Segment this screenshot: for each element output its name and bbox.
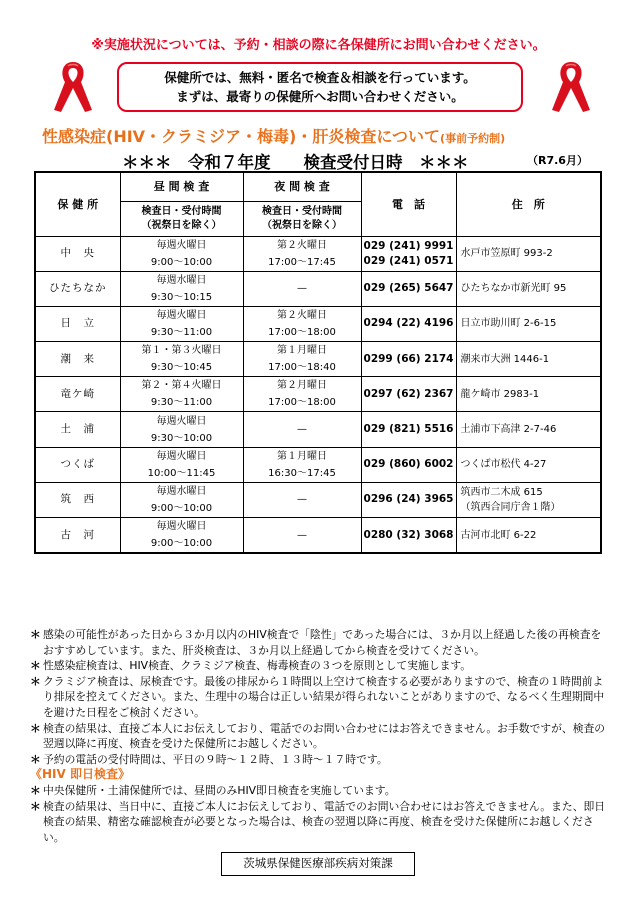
schedule-table — [34, 171, 602, 554]
day-schedule — [120, 447, 243, 482]
center-name-line: 古 河 — [60, 528, 95, 541]
table-row — [35, 377, 601, 412]
phone-number — [361, 482, 456, 517]
top-notice: ※実施状況については、予約・相談の際に各保健所にお問い合わせください。 — [91, 38, 546, 53]
night-schedule-line: 第２火曜日 — [277, 309, 327, 321]
day-schedule — [120, 518, 243, 554]
phone-number-line: 029 (265) 5647 — [363, 282, 454, 295]
address — [456, 412, 601, 447]
day-schedule — [120, 412, 243, 447]
red-ribbon-icon — [48, 58, 98, 116]
night-schedule-line: 16:30〜17:45 — [268, 467, 336, 479]
day-schedule-line: 毎週火曜日 — [156, 521, 207, 533]
center-name — [35, 447, 120, 482]
subtitle — [42, 124, 622, 147]
address — [456, 377, 601, 412]
notice-box — [117, 62, 523, 112]
note-text: 感染の可能性があった日から３か月以内のHIV検査で「陰性」であった場合には、３か月以上経過した後の再検査をおすすめしています。また、肝炎検査は、３か月以上経過してから検査を受けてください。 — [43, 628, 602, 657]
footer-department: 茨城県保健医療部疾病対策課 — [221, 852, 415, 876]
notice-line-2: まずは、最寄りの保健所へお問い合わせください。 — [176, 89, 464, 104]
phone-number-line: 0280 (32) 3068 — [363, 528, 454, 541]
center-name-line: 潮 来 — [60, 352, 95, 365]
night-schedule-line: — — [297, 494, 307, 506]
center-name — [35, 342, 120, 377]
day-schedule-line: 9:30〜10:00 — [150, 432, 213, 444]
day-schedule — [120, 271, 243, 306]
night-schedule — [243, 412, 361, 447]
phone-number-line: 029 (241) 9991 — [363, 239, 454, 252]
table-row — [35, 482, 601, 517]
note-item — [30, 752, 610, 768]
address-line: 日立市助川町 2-6-15 — [460, 318, 557, 330]
night-schedule-line: 17:00〜18:40 — [268, 362, 336, 374]
note-text: 中央保健所・土浦保健所では、昼間のみHIV即日検査を実施しています。 — [43, 783, 396, 797]
address-line: つくば市松代 4-27 — [460, 459, 547, 471]
night-schedule-line: — — [297, 283, 307, 295]
note-text: 検査の結果は、当日中に、直接ご本人にお伝えしており、電話でのお問い合わせにはお答えできません。また、即日検査の結果、精密な確認検査が必要となった場合は、検査の翌週以降に再度、検査を受けた保健所にお越しください。 — [43, 799, 606, 844]
center-name-line: 日 立 — [60, 317, 95, 330]
day-schedule-line: 毎週火曜日 — [156, 239, 207, 251]
subheader-line-2: （祝祭日を除く） — [262, 219, 342, 231]
table-row — [35, 236, 601, 271]
note-mark: ＊ — [30, 799, 41, 813]
header-day: 昼 間 検 査 — [120, 172, 243, 201]
phone-number-line: 0297 (62) 2367 — [363, 387, 454, 400]
center-name-line: つくば — [60, 458, 95, 471]
day-schedule-line: 毎週火曜日 — [156, 415, 207, 427]
phone-number-line: 0296 (24) 3965 — [363, 493, 454, 506]
center-name-line: ひたちなか — [49, 282, 107, 295]
night-schedule — [243, 447, 361, 482]
day-schedule-line: 9:30〜10:45 — [150, 362, 213, 374]
note-item — [30, 799, 610, 846]
day-schedule — [120, 306, 243, 341]
day-schedule — [120, 377, 243, 412]
day-schedule-line: 9:00〜10:00 — [150, 502, 213, 514]
day-schedule-line: 第２・第４火曜日 — [141, 380, 222, 392]
phone-number — [361, 447, 456, 482]
day-schedule — [120, 342, 243, 377]
day-schedule-line: 毎週水曜日 — [156, 485, 207, 497]
note-item — [30, 783, 610, 799]
header-center: 保 健 所 — [35, 172, 120, 236]
address — [456, 342, 601, 377]
address-line: 筑西市二木成 615 — [460, 486, 543, 498]
night-schedule — [243, 342, 361, 377]
center-name — [35, 236, 120, 271]
night-schedule — [243, 518, 361, 554]
night-schedule-line: 第１月曜日 — [277, 345, 327, 357]
subheader-night — [243, 201, 361, 236]
night-schedule-line: 17:00〜17:45 — [268, 256, 336, 268]
note-item — [30, 721, 610, 752]
note-mark: ＊ — [30, 674, 41, 688]
phone-number-line: 029 (241) 0571 — [363, 254, 454, 267]
phone-number-line: 0294 (22) 4196 — [363, 317, 454, 330]
note-text: クラミジア検査は、尿検査です。最後の排尿から１時間以上空けて検査する必要がありますので、検査の１時間前より排尿を控えてください。また、生理中の場合は正しい結果が得られないことがありますので、なるべく生理期間中を避けた日程をご検討ください。 — [43, 674, 605, 719]
phone-number — [361, 518, 456, 554]
note-mark: ＊ — [30, 659, 41, 673]
address — [456, 482, 601, 517]
night-schedule — [243, 271, 361, 306]
table-row — [35, 306, 601, 341]
day-schedule-line: 9:30〜11:00 — [150, 326, 213, 338]
header-address: 住 所 — [456, 172, 601, 236]
night-schedule — [243, 236, 361, 271]
table-row — [35, 271, 601, 306]
day-schedule-line: 毎週火曜日 — [156, 309, 207, 321]
day-schedule-line: 9:30〜11:00 — [150, 397, 213, 409]
page-title: ＊＊＊ 令和７年度 検査受付日時 ＊＊＊ — [122, 153, 469, 172]
address-line: 古河市北町 6-22 — [460, 529, 537, 541]
night-schedule-line: 第２火曜日 — [277, 239, 327, 251]
date-note: （R7.6月） — [527, 154, 588, 167]
table-row — [35, 342, 601, 377]
address — [456, 518, 601, 554]
address-line: 潮来市大洲 1446-1 — [460, 353, 550, 365]
phone-number-line: 029 (860) 6002 — [363, 458, 454, 471]
header-phone: 電 話 — [361, 172, 456, 236]
phone-number — [361, 412, 456, 447]
phone-number-line: 029 (821) 5516 — [363, 423, 454, 436]
address — [456, 306, 601, 341]
address — [456, 271, 601, 306]
note-text: 性感染症検査は、HIV検査、クラミジア検査、梅毒検査の３つを原則として実施します。 — [43, 659, 472, 673]
day-schedule — [120, 482, 243, 517]
center-name-line: 竜ケ崎 — [60, 387, 95, 400]
address-line: ひたちなか市新光町 95 — [460, 283, 567, 295]
phone-number — [361, 271, 456, 306]
phone-number — [361, 377, 456, 412]
address-line: （筑西合同庁舎１階） — [460, 501, 561, 513]
day-schedule-line: 9:00〜10:00 — [150, 256, 213, 268]
address-line: 龍ケ崎市 2983-1 — [460, 388, 540, 400]
night-schedule — [243, 306, 361, 341]
table-row — [35, 412, 601, 447]
subtitle-tag: (事前予約制) — [440, 132, 506, 145]
phone-number-line: 0299 (66) 2174 — [363, 352, 454, 365]
night-schedule-line: 第１月曜日 — [277, 450, 327, 462]
phone-number — [361, 342, 456, 377]
night-schedule-line: 17:00〜18:00 — [268, 397, 336, 409]
address — [456, 447, 601, 482]
center-name-line: 中 央 — [60, 247, 95, 260]
note-item — [30, 627, 610, 658]
table-row — [35, 518, 601, 554]
center-name — [35, 518, 120, 554]
subheader-line-1: 検査日・受付時間 — [262, 205, 342, 217]
center-name — [35, 271, 120, 306]
night-schedule-line: 第２月曜日 — [277, 380, 327, 392]
red-ribbon-icon — [546, 58, 596, 116]
center-name — [35, 306, 120, 341]
phone-number — [361, 236, 456, 271]
night-schedule — [243, 482, 361, 517]
note-text: 予約の電話の受付時間は、平日の９時〜１２時、１３時〜１７時です。 — [43, 752, 388, 766]
day-schedule-line: 毎週火曜日 — [156, 450, 207, 462]
night-schedule — [243, 377, 361, 412]
header-night: 夜 間 検 査 — [243, 172, 361, 201]
day-schedule-line: 10:00〜11:45 — [147, 467, 216, 479]
phone-number — [361, 306, 456, 341]
night-schedule-line: 17:00〜18:00 — [268, 326, 336, 338]
day-schedule — [120, 236, 243, 271]
notice-line-1: 保健所では、無料・匿名で検査＆相談を行っています。 — [164, 70, 476, 85]
note-item — [30, 658, 610, 674]
note-item — [30, 674, 610, 721]
note-mark: ＊ — [30, 783, 41, 797]
note-text: 検査の結果は、直接ご本人にお伝えしており、電話でのお問い合わせにはお答えできません。お手数ですが、検査の翌週以降に再度、検査を受けた保健所にお越しください。 — [43, 721, 606, 751]
center-name — [35, 482, 120, 517]
day-schedule-line: 第１・第３火曜日 — [141, 345, 222, 357]
table-row — [35, 447, 601, 482]
note-mark: ＊ — [30, 721, 41, 735]
subheader-line-1: 検査日・受付時間 — [141, 205, 222, 217]
notes-section — [30, 627, 610, 845]
center-name-line: 筑 西 — [60, 493, 95, 506]
day-schedule-line: 毎週水曜日 — [156, 274, 207, 286]
center-name — [35, 377, 120, 412]
subheader-line-2: （祝祭日を除く） — [141, 219, 222, 231]
night-schedule-line: — — [297, 424, 307, 436]
address-line: 土浦市下高津 2-7-46 — [460, 424, 557, 436]
hiv-heading: 《HIV 即日検査》 — [30, 767, 130, 782]
day-schedule-line: 9:30〜10:15 — [150, 291, 213, 303]
address-line: 水戸市笠原町 993-2 — [460, 248, 553, 260]
subtitle-main: 性感染症(HIV・クラミジア・梅毒)・肝炎検査について — [42, 127, 441, 146]
address — [456, 236, 601, 271]
subheader-day — [120, 201, 243, 236]
day-schedule-line: 9:00〜10:00 — [150, 538, 213, 550]
center-name-line: 土 浦 — [60, 423, 95, 436]
note-mark: ＊ — [30, 628, 41, 641]
note-mark: ＊ — [30, 752, 41, 766]
center-name — [35, 412, 120, 447]
night-schedule-line: — — [297, 529, 307, 541]
